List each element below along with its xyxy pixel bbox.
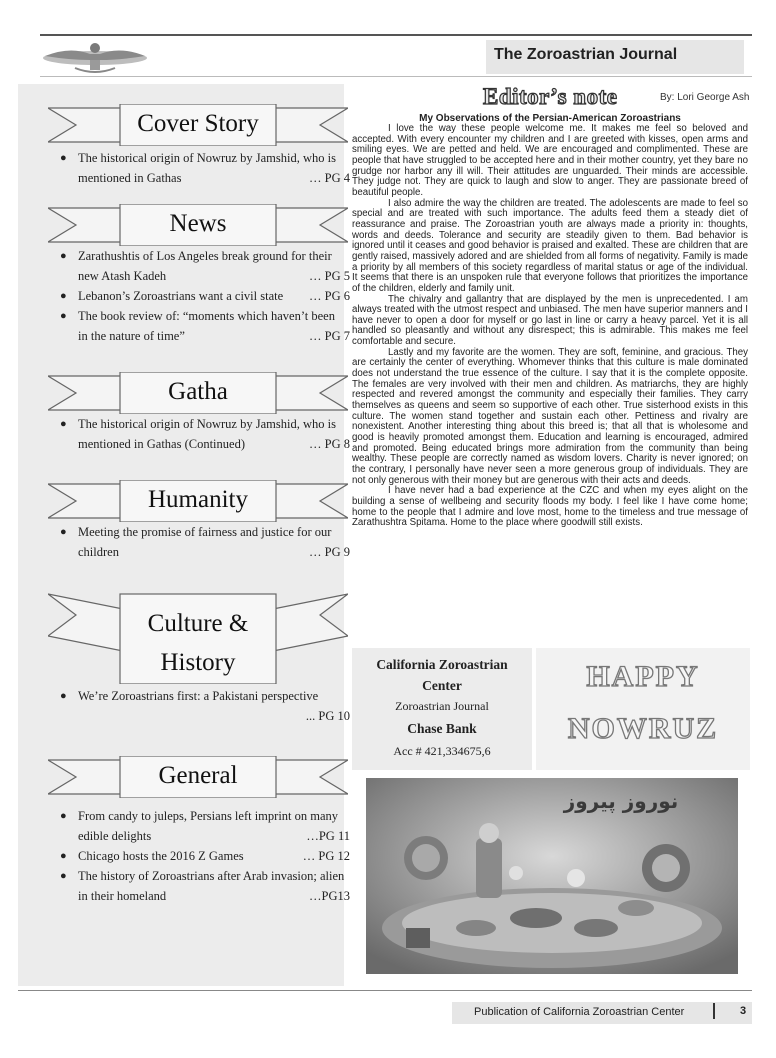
header-bottom-rule <box>40 76 752 77</box>
toc-entry[interactable]: ● Chicago hosts the 2016 Z Games … PG 12 <box>78 846 350 866</box>
article-paragraph: I have never had a bad experience at the CZC and when my eyes alight on the building a sense of wellbeing and security floods my body. I feel like I have come home; home to the people that I admire and love most, home to the timeless and true message of Zarathushtra Spitama. Home to the place where goodwill still exists. <box>352 485 748 529</box>
toc-entry[interactable]: ● The historical origin of Nowruz by Jamshid, who is mentioned in Gathas (Continued) … PG 8 <box>78 414 350 454</box>
toc-entry[interactable]: ● The history of Zoroastrians after Arab invasion; alien in their homeland …PG13 <box>78 866 350 906</box>
table-of-contents <box>18 84 350 986</box>
organization-name: California Zoroastrian Center <box>376 657 508 693</box>
article-heading: My Observations of the Persian-American Zoroastrians <box>419 113 681 124</box>
bank-name: Chase Bank <box>407 721 477 736</box>
toc-entry[interactable]: ● Zarathushtis of Los Angeles break ground for their new Atash Kadeh … PG 5 <box>78 246 350 286</box>
section-banner-general <box>48 756 348 798</box>
page-ref: … PG 5 <box>309 269 350 283</box>
page-ref: …PG13 <box>309 889 350 903</box>
toc-entry[interactable]: ● The historical origin of Nowruz by Jamshid, who is mentioned in Gathas … PG 4 <box>78 148 350 188</box>
section-title: News <box>169 210 227 237</box>
toc-entry[interactable]: ● Meeting the promise of fairness and justice for our children … PG 9 <box>78 522 350 562</box>
faravahar-icon <box>40 38 150 76</box>
footer-publication: Publication of California Zoroastrian Center <box>474 1006 685 1018</box>
footer-rule <box>18 990 752 991</box>
page-ref: … PG 4 <box>309 171 350 185</box>
article-paragraph: The chivalry and gallantry that are displayed by the men is unprecedented. I am always treated with the utmost respect and unbiased. The men have superior manners and I have never to open a door for myself or go last in line or carry a heavy parcel. Yet it is all handled so pleasantly and without any disrespect; this is admirable. This makes me feel comfortable and secure. <box>352 293 748 348</box>
donation-journal: Zoroastrian Journal <box>395 699 489 713</box>
account-number: Acc # 421,334675,6 <box>393 744 491 758</box>
page-number: 3 <box>740 1005 747 1017</box>
section-banner-news <box>48 204 348 246</box>
journal-title: The Zoroastrian Journal <box>494 46 678 63</box>
footer-separator <box>713 1003 715 1019</box>
section-title: Gatha <box>168 378 228 405</box>
editor-byline: By: Lori George Ash <box>660 92 750 103</box>
header-top-rule <box>40 34 752 36</box>
greeting-line2: NOWRUZ <box>567 712 719 745</box>
toc-entry[interactable]: ● We’re Zoroastrians first: a Pakistani perspective ... PG 10 <box>78 686 350 726</box>
persian-caption: نوروز پیروز <box>563 789 679 813</box>
haft-sin-table-icon <box>366 778 738 974</box>
section-title: General <box>158 762 238 789</box>
toc-entry[interactable]: ● Lebanon’s Zoroastrians want a civil state … PG 6 <box>78 286 350 306</box>
page-ref: … PG 9 <box>309 545 350 559</box>
toc-entry[interactable]: ● From candy to juleps, Persians left imprint on many edible delights …PG 11 <box>78 806 350 846</box>
page-ref: …PG 11 <box>306 829 350 843</box>
section-title-line1: Culture & <box>147 610 249 637</box>
greeting-line1: HAPPY <box>586 660 700 693</box>
editor-note-title: Editor’s note <box>483 84 618 109</box>
article-paragraph: I love the way these people welcome me. It makes me feel so beloved and accepted. With every encounter my children and I are greeted with kisses, open arms and smiling eyes. We are petted and held. We are encouraged and complimented. These are people that have struggled to be accepted here and in their mother country, yet they bare no grudge nor harbor any ill will. Their attitudes are unguarded. Their minds are accessible. They judge not. They are quick to laugh and slow to anger. They are passionate breed of beautiful people. <box>352 123 748 198</box>
page-ref: … PG 8 <box>309 437 350 451</box>
section-banner-humanity <box>48 480 348 522</box>
section-banner-gatha <box>48 372 348 414</box>
article-body <box>352 124 748 529</box>
page-ref: … PG 7 <box>309 329 350 343</box>
section-banner-culture-history <box>48 588 348 684</box>
section-title: Humanity <box>148 486 248 513</box>
page-ref: … PG 6 <box>309 289 350 303</box>
article-paragraph: Lastly and my favorite are the women. They are soft, feminine, and gracious. They are certainly the center of everything. Whomever thinks that this culture is male dominated does not understand the true essence of the culture. I say that it is the complete opposite. The females are very involved with their men and children. As matriarchs, they are highly respected and revered amongst the community and especially their families. They carry themselves as queens and seem so supportive of each other. True sisterhood exists in this culture. The women stand together and sustain each other. Pettiness and rivalry are nonexistent. Another interesting thing about this breed is; that all that is wholesome and good is heavily promoted amongst them. Education and learning is encouraged, admired and promoted. Being educated brings more admiration from the community than being wealthy. These people are correctly named as wisdom lovers. Charity is never ignored; on the contrary, I personally have never seen a more generous group of individuals. They are not only generous with their money but are generous with their acts and deeds. <box>352 346 748 486</box>
page-ref: ... PG 10 <box>305 709 350 723</box>
section-title: Cover Story <box>137 110 259 137</box>
section-banner-cover-story <box>48 104 348 146</box>
section-title-line2: History <box>160 649 236 676</box>
article-paragraph: I also admire the way the children are treated. The adolescents are made to feel so special and are treated with such importance. The adults feed them a steady diet of reassurance and praise. The Zoroastrian youth are always made a priority in: thoughts, words and deeds. Tolerance and security are steadily given to them. Bad behavior is ignored until it ceases and good behavior is praised and exalted. These are children that are gently raised, massively adored and are shielded from all forms of negativity. Family is made a priority by all members of this society regardless of marital status or age of the individual. It seems that there is an unspoken rule that everyone follows that prioritizes the importance of the children, elderly and family unit. <box>352 197 748 294</box>
page-ref: … PG 12 <box>302 849 350 863</box>
toc-entry[interactable]: ● The book review of: “moments which haven’t been in the nature of time” … PG 7 <box>78 306 350 346</box>
